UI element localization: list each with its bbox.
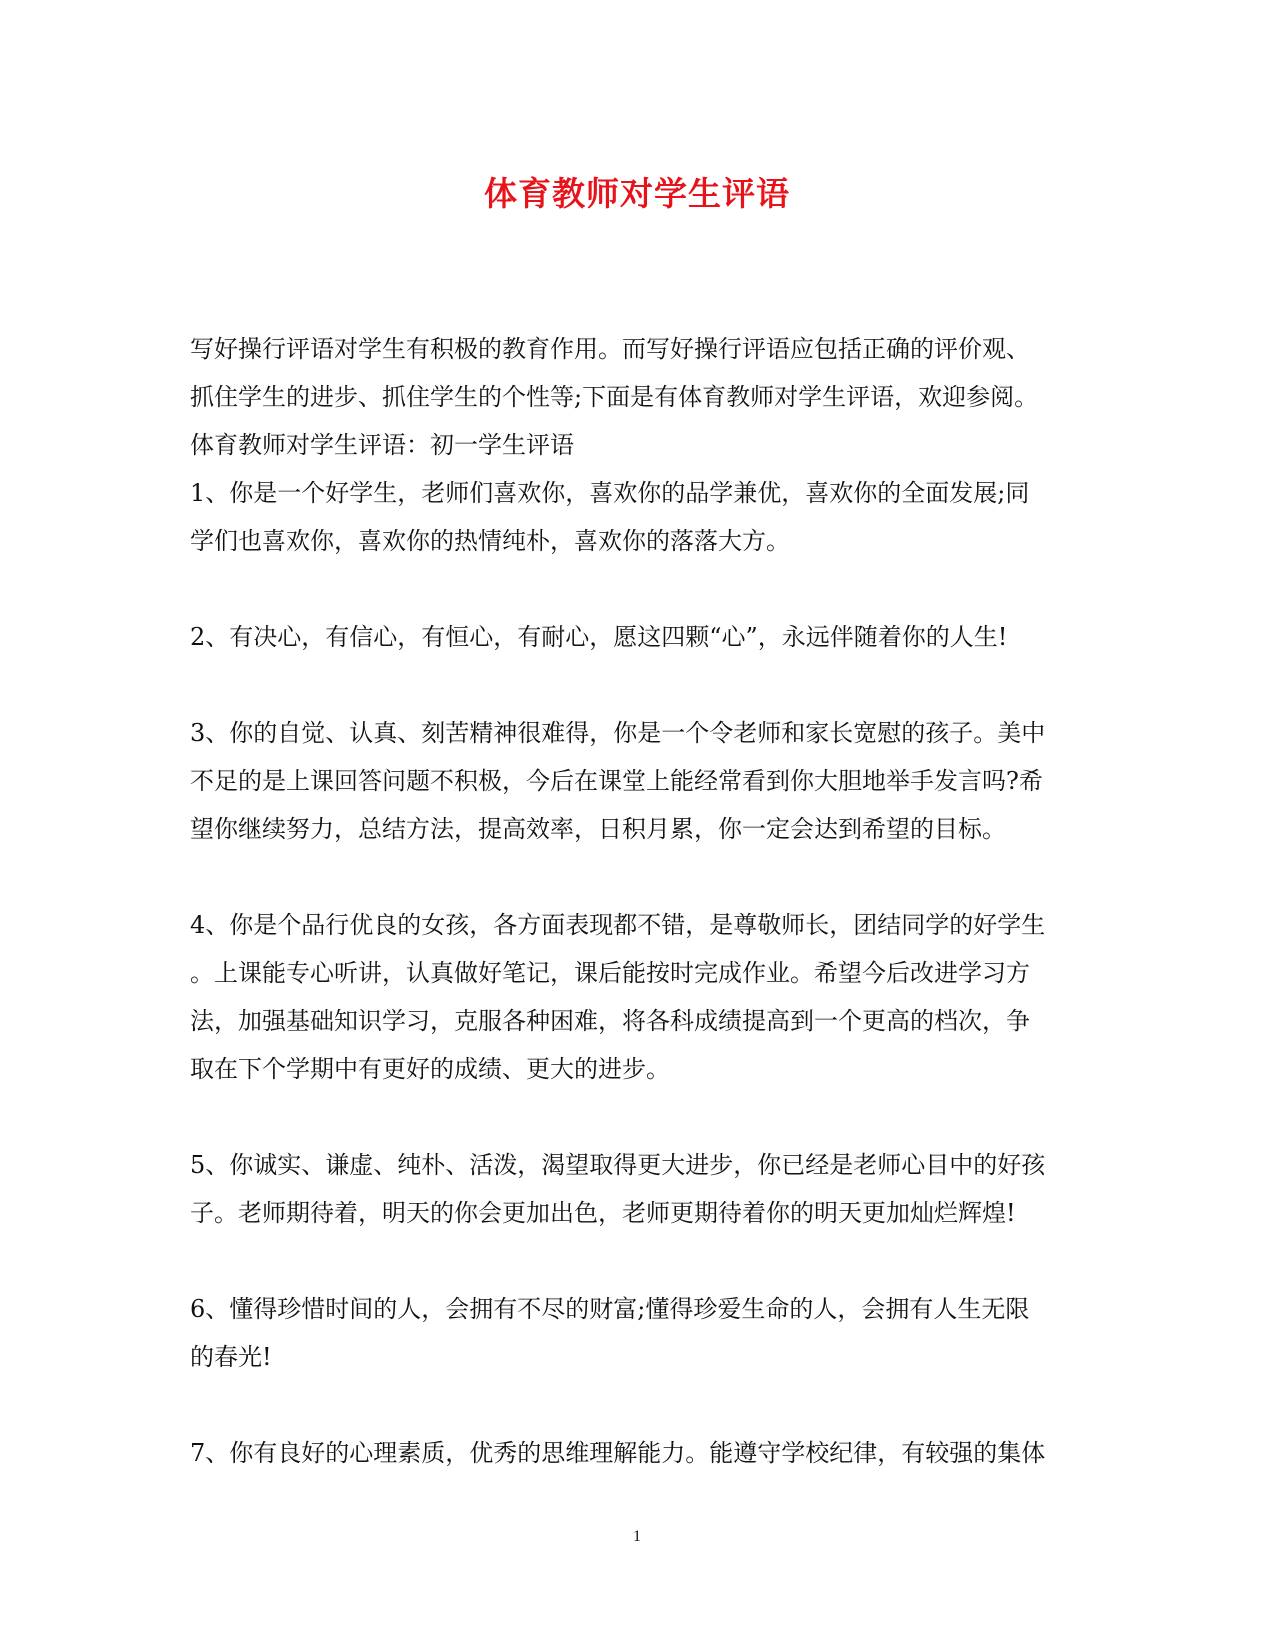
paragraph-gap — [190, 1093, 1090, 1141]
text-line: 取在下个学期中有更好的成绩、更大的进步。 — [190, 1055, 670, 1083]
text-line: 望你继续努力，总结方法，提高效率，日积月累，你一定会达到希望的目标。 — [190, 815, 1006, 843]
text-line: 子。老师期待着，明天的你会更加出色，老师更期待着你的明天更加灿烂辉煌! — [190, 1199, 1016, 1227]
text-line: 5、你诚实、谦虚、纯朴、活泼，渴望取得更大进步，你已经是老师心目中的好孩 — [190, 1151, 1046, 1179]
paragraph-gap — [190, 1381, 1090, 1429]
text-line: 3、你的自觉、认真、刻苦精神很难得，你是一个令老师和家长宽慰的孩子。美中 — [190, 719, 1046, 747]
paragraph-gap — [190, 853, 1090, 901]
paragraph-gap — [190, 565, 1090, 613]
text-line: 学们也喜欢你，喜欢你的热情纯朴，喜欢你的落落大方。 — [190, 527, 790, 555]
text-line: 7、你有良好的心理素质，优秀的思维理解能力。能遵守学校纪律，有较强的集体 — [190, 1439, 1046, 1467]
page-number: 1 — [633, 1528, 641, 1545]
text-line: 6、懂得珍惜时间的人，会拥有不尽的财富;懂得珍爱生命的人，会拥有人生无限 — [190, 1295, 1030, 1323]
text-line: 抓住学生的进步、抓住学生的个性等;下面是有体育教师对学生评语，欢迎参阅。 — [190, 383, 1039, 411]
paragraph-gap — [190, 1237, 1090, 1285]
document-title: 体育教师对学生评语 — [484, 174, 790, 213]
text-line: 不足的是上课回答问题不积极，今后在课堂上能经常看到你大胆地举手发言吗?希 — [190, 767, 1043, 795]
text-line: 法，加强基础知识学习，克服各种困难，将各科成绩提高到一个更高的档次，争 — [190, 1007, 1030, 1035]
text-line: 的春光! — [190, 1343, 272, 1371]
section-heading: 体育教师对学生评语：初一学生评语 — [190, 431, 574, 459]
text-line: 4、你是个品行优良的女孩，各方面表现都不错，是尊敬师长，团结同学的好学生 — [190, 911, 1046, 939]
text-line: 写好操行评语对学生有积极的教育作用。而写好操行评语应包括正确的评价观、 — [190, 335, 1030, 363]
text-line: 1、你是一个好学生，老师们喜欢你，喜欢你的品学兼优，喜欢你的全面发展;同 — [190, 479, 1030, 507]
paragraph-gap — [190, 661, 1090, 709]
text-line: 。上课能专心听讲，认真做好笔记，课后能按时完成作业。希望今后改进学习方 — [190, 959, 1030, 987]
text-line: 2、有决心，有信心，有恒心，有耐心，愿这四颗“心”，永远伴随着你的人生! — [190, 623, 1008, 651]
document-body — [190, 325, 1090, 1477]
